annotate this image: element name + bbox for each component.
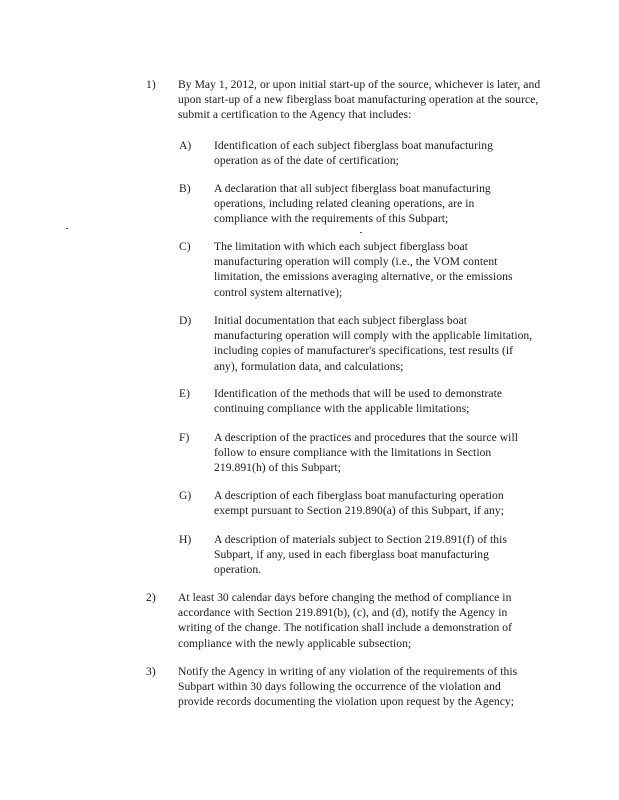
subitem-letter: F) <box>179 431 190 444</box>
subitem-letter: C) <box>179 240 191 253</box>
subitem-letter: A) <box>179 139 192 152</box>
subitem-letter: D) <box>179 314 192 327</box>
item-text: By May 1, 2012, or upon initial start-up of the source, whichever is later, and upon start-up of a new fiberglass boat manufacturing operation at the source, submit a certification to the Agency that includes: <box>178 78 541 122</box>
subitem-text: Identification of the methods that will be used to demonstrate continuing compliance with the applicable limitations; <box>214 387 503 416</box>
scan-speck <box>360 232 362 233</box>
scan-speck <box>66 228 68 229</box>
item-number: 1) <box>146 78 156 91</box>
subitem-text: Initial documentation that each subject fiberglass boat manufacturing operation will comply with the applicable limitation, including copies of manufacturer's specifications, test results (if any), formulation data, and calculations; <box>214 314 533 373</box>
item-number: 3) <box>146 665 156 678</box>
subitem-letter: E) <box>179 387 191 400</box>
subitem-letter: H) <box>179 533 192 546</box>
subitem-text: A declaration that all subject fiberglass boat manufacturing operations, including related cleaning operations, are in compliance with the requirements of this Subpart; <box>214 182 491 226</box>
subitem-text: The limitation with which each subject fiberglass boat manufacturing operation will comply (i.e., the VOM content limitation, the emissions averaging alternative, or the emissions control system alternative); <box>214 240 513 299</box>
item-text: At least 30 calendar days before changing the method of compliance in accordance with Section 219.891(b), (c), and (d), notify the Agency in writing of the change. The notification shall include a demonstration of compliance with the newly applicable subsection; <box>178 591 513 650</box>
subitem-letter: B) <box>179 182 191 195</box>
subitem-text: A description of the practices and procedures that the source will follow to ensure compliance with the limitations in Section 219.891(h) of this Subpart; <box>214 431 518 475</box>
subitem-text: Identification of each subject fiberglass boat manufacturing operation as of the date of certification; <box>214 139 494 168</box>
item-text: Notify the Agency in writing of any violation of the requirements of this Subpart within 30 days following the occurrence of the violation and provide records documenting the violation upon request by the Agency; <box>178 665 518 709</box>
item-number: 2) <box>146 591 156 604</box>
subitem-text: A description of materials subject to Section 219.891(f) of this Subpart, if any, used in each fiberglass boat manufacturing operation. <box>214 533 507 577</box>
subitem-letter: G) <box>179 489 192 502</box>
subitem-text: A description of each fiberglass boat manufacturing operation exempt pursuant to Section 219.890(a) of this Subpart, if any; <box>214 489 504 518</box>
